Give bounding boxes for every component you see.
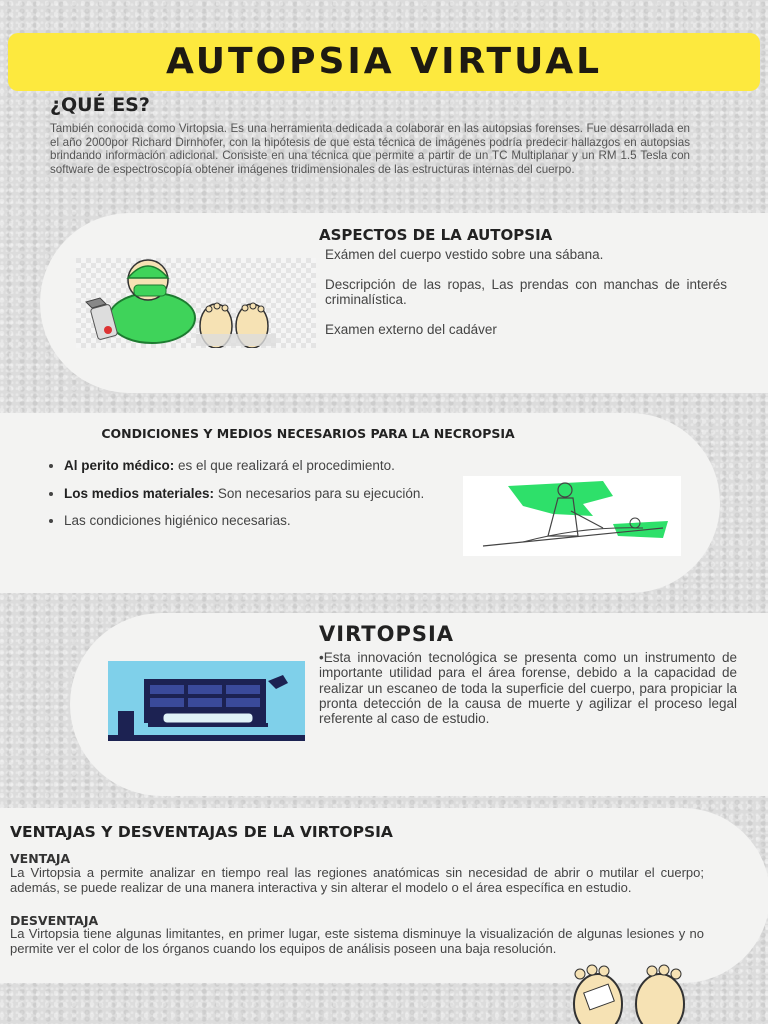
que-es-heading: ¿QUÉ ES? xyxy=(50,94,150,116)
condiciones-item xyxy=(64,486,474,502)
condiciones-list xyxy=(46,458,474,541)
condiciones-item-bold: Al perito médico: xyxy=(64,458,175,473)
ventajas-heading: VENTAJAS Y DESVENTAJAS DE LA VIRTOPSIA xyxy=(10,823,393,841)
condiciones-item-text: Son necesarios para su ejecución. xyxy=(214,485,425,501)
virtopsia-heading: VIRTOPSIA xyxy=(319,622,455,646)
que-es-text: También conocida como Virtopsia. Es una herramienta dedicada a colaborar en las autopsias forenses. Fue desarrollada en el año 2000por Richard Dirnhofer, con la hipótesis de que esta técnica de imágenes podría predecir hallazgos en autopsias brindando información adicional. Consiste en una técnica que permite a partir de un TC Multiplanar y un RM 1.5 Tesla con software de espectroscopía obtener imágenes tridimensionales de las estructuras internas del cuerpo. xyxy=(50,122,690,176)
condiciones-item-text: Las condiciones higiénico necesarias. xyxy=(64,513,291,528)
desventaja-text: La Virtopsia tiene algunas limitantes, en primer lugar, este sistema disminuye la visualización de algunas lesiones y no permite ver el color de los órganos cuando los equipos de análisis poseen una baja resolución. xyxy=(10,926,704,956)
condiciones-item-text: es el que realizará el procedimiento. xyxy=(174,458,395,473)
desventaja-label: DESVENTAJA xyxy=(10,913,99,928)
forensic-doctor-illustration xyxy=(76,258,316,348)
aspectos-list xyxy=(325,247,727,351)
ventaja-label: VENTAJA xyxy=(10,851,71,866)
page-title: AUTOPSIA VIRTUAL xyxy=(165,41,603,82)
ct-scanner-illustration xyxy=(108,661,305,741)
condiciones-item-bold: Los medios materiales: xyxy=(64,485,215,501)
condiciones-heading: CONDICIONES Y MEDIOS NECESARIOS PARA LA NECROPSIA xyxy=(101,426,515,441)
feet-with-tag-illustration xyxy=(568,962,693,1024)
aspectos-item: Examen externo del cadáver xyxy=(325,321,497,337)
autopsy-sketch-illustration xyxy=(463,476,681,556)
condiciones-item xyxy=(64,513,474,529)
virtopsia-text: •Esta innovación tecnológica se presenta como un instrumento de importante utilidad para el área forense, debido a la capacidad de realizar un escaneo de toda la superficie del cuerpo, para propiciar la pronta detección de la causa de muerte y agilizar el proceso legal referente al caso de estudio. xyxy=(319,650,737,727)
aspectos-heading: ASPECTOS DE LA AUTOPSIA xyxy=(319,226,553,244)
condiciones-item xyxy=(64,458,474,474)
aspectos-item: Exámen del cuerpo vestido sobre una sábana. xyxy=(325,247,604,262)
ventaja-text: La Virtopsia a permite analizar en tiempo real las regiones anatómicas sin necesidad de abrir o mutilar el cuerpo; además, se puede realizar de una manera interactiva y sin alterar el modelo o el área específica en estudio. xyxy=(10,865,704,895)
aspectos-item: Descripción de las ropas, Las prendas con manchas de interés criminalística. xyxy=(325,276,727,307)
